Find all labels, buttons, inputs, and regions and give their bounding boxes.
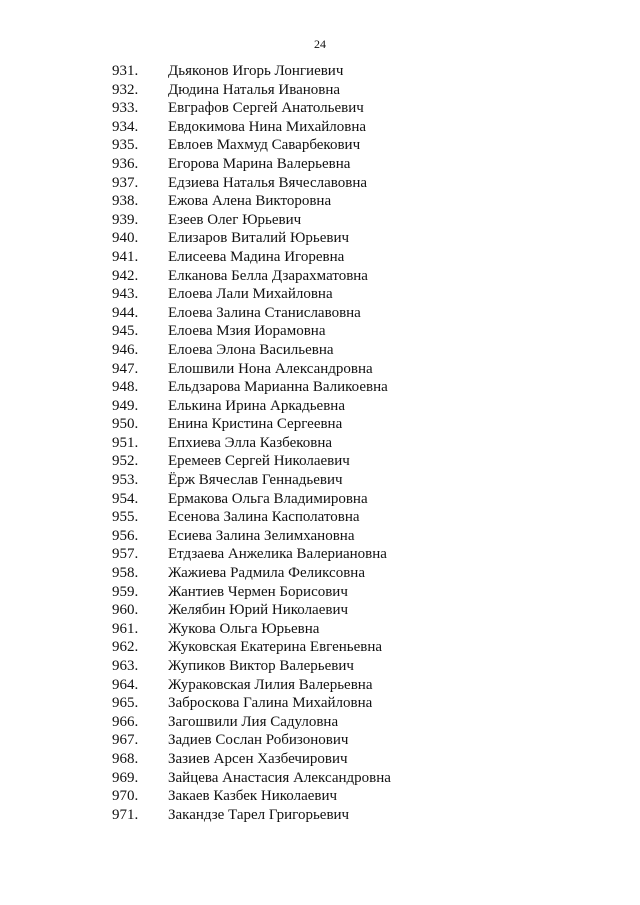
entry-number: 955.: [112, 509, 139, 526]
entry-name: Есиева Залина Зелимхановна: [168, 527, 355, 544]
entry-number: 939.: [112, 211, 139, 228]
entry-number: 961.: [112, 620, 139, 637]
entry-name: Енина Кристина Сергеевна: [168, 416, 343, 433]
entry-name: Закаев Казбек Николаевич: [168, 788, 338, 805]
entry-number: 960.: [112, 602, 139, 619]
entry-name: Жупиков Виктор Валерьевич: [168, 658, 354, 674]
entry-name: Дюдина Наталья Ивановна: [168, 81, 341, 98]
list-item: [0, 360, 640, 379]
list-item: [0, 601, 640, 620]
list-item: [0, 118, 640, 137]
list-item: [0, 583, 640, 602]
list-item: [0, 99, 640, 118]
list-item: [0, 378, 640, 397]
list-item: [0, 267, 640, 286]
entry-number: 965.: [112, 695, 139, 712]
list-item: [0, 620, 640, 639]
entry-number: 971.: [112, 806, 139, 823]
list-item: [0, 248, 640, 267]
entry-name: Елошвили Нона Александровна: [168, 360, 373, 377]
entry-number: 950.: [112, 416, 139, 433]
entry-name: Зазиев Арсен Хазбечирович: [168, 750, 348, 767]
entry-number: 932.: [112, 81, 139, 98]
list-item: [0, 304, 640, 323]
entry-number: 940.: [112, 230, 139, 247]
list-item: [0, 62, 640, 81]
list-item: [0, 192, 640, 211]
list-item: [0, 285, 640, 304]
entry-name: Жукова Ольга Юрьевна: [168, 620, 320, 637]
entry-name: Ежова Алена Викторовна: [168, 193, 332, 210]
entry-number: 969.: [112, 769, 139, 786]
entry-name: Жураковская Лилия Валерьевна: [168, 676, 373, 693]
entry-name: Елоева Элона Васильевна: [168, 341, 334, 358]
list-item: [0, 229, 640, 248]
entry-number: 954.: [112, 490, 139, 507]
entry-name: Елоева Мзия Иорамовна: [168, 323, 326, 340]
list-item: [0, 527, 640, 546]
entry-name: Желябин Юрий Николаевич: [168, 602, 349, 619]
entry-number: 951.: [112, 434, 139, 451]
list-item: [0, 341, 640, 360]
entry-number: 937.: [112, 174, 139, 191]
entry-number: 945.: [112, 323, 139, 340]
entry-name: Дьяконов Игорь Лонгиевич: [168, 63, 344, 79]
entry-number: 941.: [112, 248, 139, 265]
entry-name: Заброскова Галина Михайловна: [168, 695, 373, 712]
entry-name: Ёрж Вячеслав Геннадьевич: [168, 472, 343, 489]
entry-name: Еремеев Сергей Николаевич: [168, 453, 350, 470]
list-item: [0, 638, 640, 657]
list-item: [0, 471, 640, 490]
list-item: [0, 657, 640, 676]
list-item: [0, 81, 640, 100]
list-item: [0, 694, 640, 713]
entry-number: 953.: [112, 472, 139, 489]
entry-name: Езеев Олег Юрьевич: [168, 211, 302, 228]
entry-number: 957.: [112, 546, 139, 563]
entry-number: 970.: [112, 788, 139, 805]
entry-number: 931.: [112, 63, 139, 79]
entry-number: 947.: [112, 360, 139, 377]
entry-number: 935.: [112, 137, 139, 154]
entry-name: Жуковская Екатерина Евгеньевна: [168, 639, 383, 656]
entry-name: Евлоев Махмуд Саварбекович: [168, 137, 361, 154]
entry-number: 952.: [112, 453, 139, 470]
entry-name: Етдзаева Анжелика Валериановна: [168, 546, 387, 563]
entry-name: Елоева Залина Станиславовна: [168, 304, 361, 321]
entry-name: Жажиева Радмила Феликсовна: [168, 565, 365, 582]
entry-number: 933.: [112, 100, 139, 117]
entry-name: Елоева Лали Михайловна: [168, 286, 333, 303]
list-item: [0, 545, 640, 564]
list-item: [0, 322, 640, 341]
entry-number: 959.: [112, 583, 139, 600]
entry-name: Есенова Залина Касполатовна: [168, 509, 360, 526]
entry-name: Епхиева Элла Казбековна: [168, 434, 333, 451]
entry-name: Евдокимова Нина Михайловна: [168, 118, 367, 135]
entry-number: 938.: [112, 193, 139, 210]
entry-number: 956.: [112, 527, 139, 544]
entry-name: Загошвили Лия Садуловна: [168, 713, 339, 730]
entry-number: 944.: [112, 304, 139, 321]
entry-number: 943.: [112, 286, 139, 303]
list-item: [0, 713, 640, 732]
list-item: [0, 787, 640, 806]
list-item: [0, 676, 640, 695]
list-item: [0, 174, 640, 193]
list-item: [0, 508, 640, 527]
entry-number: 964.: [112, 676, 139, 693]
list-item: [0, 397, 640, 416]
entry-name: Евграфов Сергей Анатольевич: [168, 100, 364, 117]
entry-number: 958.: [112, 565, 139, 582]
entry-number: 967.: [112, 732, 139, 749]
page-number: 24: [314, 37, 326, 51]
entry-number: 942.: [112, 267, 139, 284]
entry-name: Елькина Ирина Аркадьевна: [168, 397, 345, 414]
entry-name: Зайцева Анастасия Александровна: [168, 769, 391, 786]
list-item: [0, 452, 640, 471]
entry-number: 934.: [112, 118, 139, 135]
list-item: [0, 155, 640, 174]
list-item: [0, 490, 640, 509]
entry-name: Егорова Марина Валерьевна: [168, 155, 351, 172]
list-item: [0, 136, 640, 155]
entry-name: Ельдзарова Марианна Валикоевна: [168, 379, 388, 396]
list-item: [0, 769, 640, 788]
entry-number: 948.: [112, 379, 139, 396]
list-item: [0, 415, 640, 434]
list-item: [0, 564, 640, 583]
entry-name: Задиев Сослан Робизонович: [168, 732, 349, 749]
entry-number: 962.: [112, 639, 139, 656]
entry-number: 949.: [112, 397, 139, 414]
entry-name: Елканова Белла Дзарахматовна: [168, 267, 368, 284]
list-item: [0, 211, 640, 230]
entry-name: Елисеева Мадина Игоревна: [168, 248, 345, 265]
name-list: [0, 62, 640, 824]
list-item: [0, 434, 640, 453]
entry-name: Закандзе Тарел Григорьевич: [168, 806, 350, 823]
list-item: [0, 731, 640, 750]
entry-name: Ермакова Ольга Владимировна: [168, 490, 368, 507]
list-item: [0, 750, 640, 769]
entry-name: Елизаров Виталий Юрьевич: [168, 230, 350, 247]
list-item: [0, 806, 640, 825]
entry-name: Едзиева Наталья Вячеславовна: [168, 174, 368, 191]
entry-number: 966.: [112, 713, 139, 730]
entry-number: 968.: [112, 750, 139, 767]
entry-number: 963.: [112, 658, 139, 674]
entry-number: 946.: [112, 341, 139, 358]
entry-number: 936.: [112, 155, 139, 172]
entry-name: Жантиев Чермен Борисович: [168, 583, 348, 600]
